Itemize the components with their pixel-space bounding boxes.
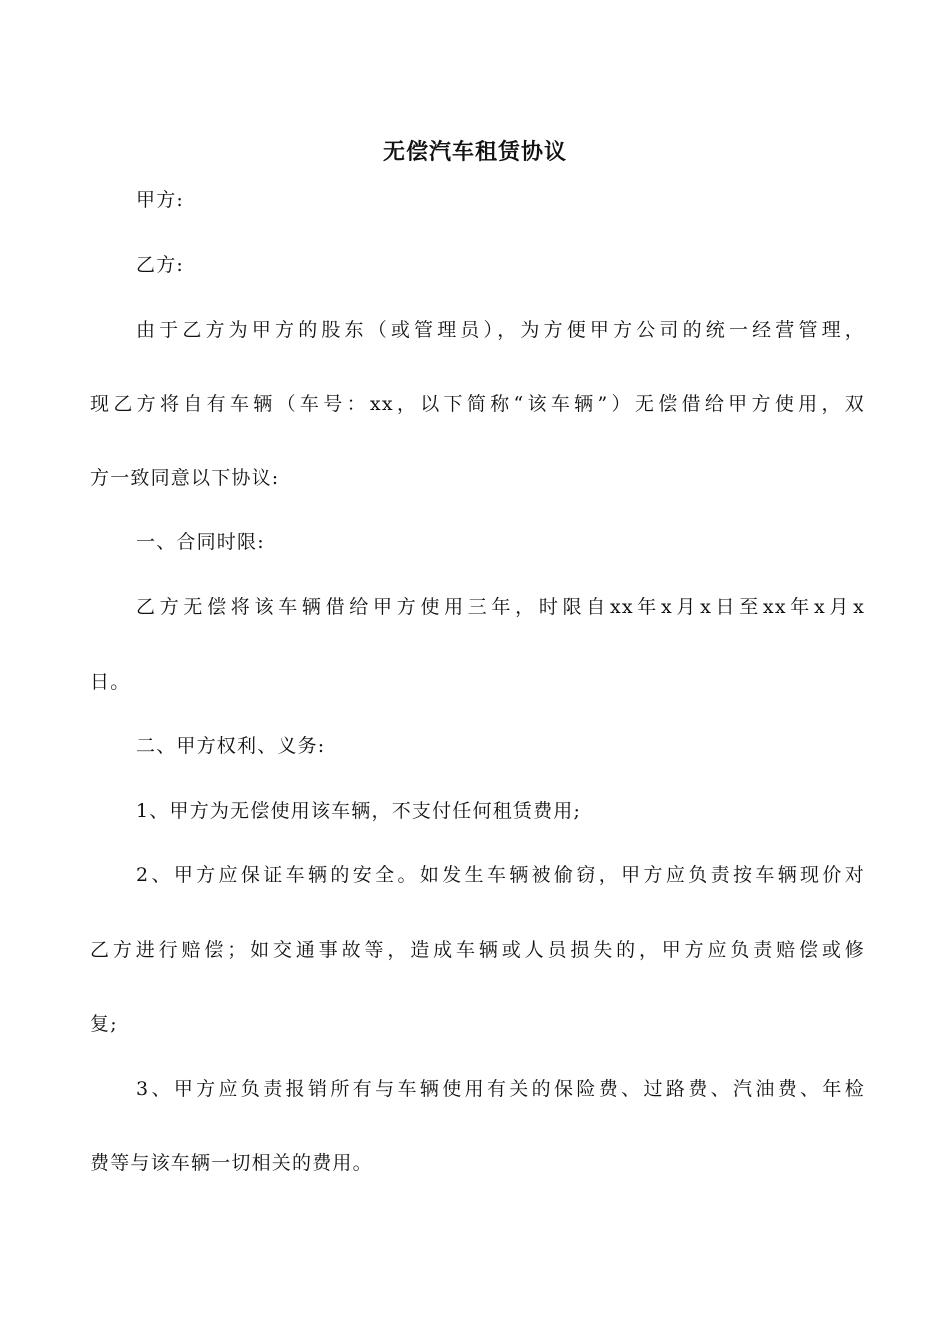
paragraph-line: 现乙方将自有车辆（车号：xx，以下简称“该车辆”）无偿借给甲方使用，双 xyxy=(90,393,865,415)
party-a-line: 甲方: xyxy=(136,189,185,211)
clause-line: 2、甲方应保证车辆的安全。如发生车辆被偷窃，甲方应负责按车辆现价对 xyxy=(136,864,865,886)
paragraph-line: 日。 xyxy=(90,671,131,693)
clause-line: 乙方进行赔偿；如交通事故等，造成车辆或人员损失的，甲方应负责赔偿或修 xyxy=(90,939,865,961)
section-heading: 二、甲方权利、义务: xyxy=(136,735,326,757)
clause-line: 复; xyxy=(90,1013,118,1035)
clause-line: 1、甲方为无偿使用该车辆，不支付任何租赁费用; xyxy=(136,800,582,822)
party-b-line: 乙方: xyxy=(136,254,185,276)
clause-line: 费等与该车辆一切相关的费用。 xyxy=(90,1152,373,1174)
clause-line: 3、甲方应负责报销所有与车辆使用有关的保险费、过路费、汽油费、年检 xyxy=(136,1078,865,1100)
paragraph-line: 由于乙方为甲方的股东（或管理员），为方便甲方公司的统一经营管理， xyxy=(136,319,865,341)
paragraph-line: 方一致同意以下协议: xyxy=(90,467,280,489)
paragraph-line: 乙方无偿将该车辆借给甲方使用三年，时限自xx年x月x日至xx年x月x xyxy=(136,596,865,618)
document-title: 无偿汽车租赁协议 xyxy=(382,139,567,165)
section-heading: 一、合同时限: xyxy=(136,531,265,553)
